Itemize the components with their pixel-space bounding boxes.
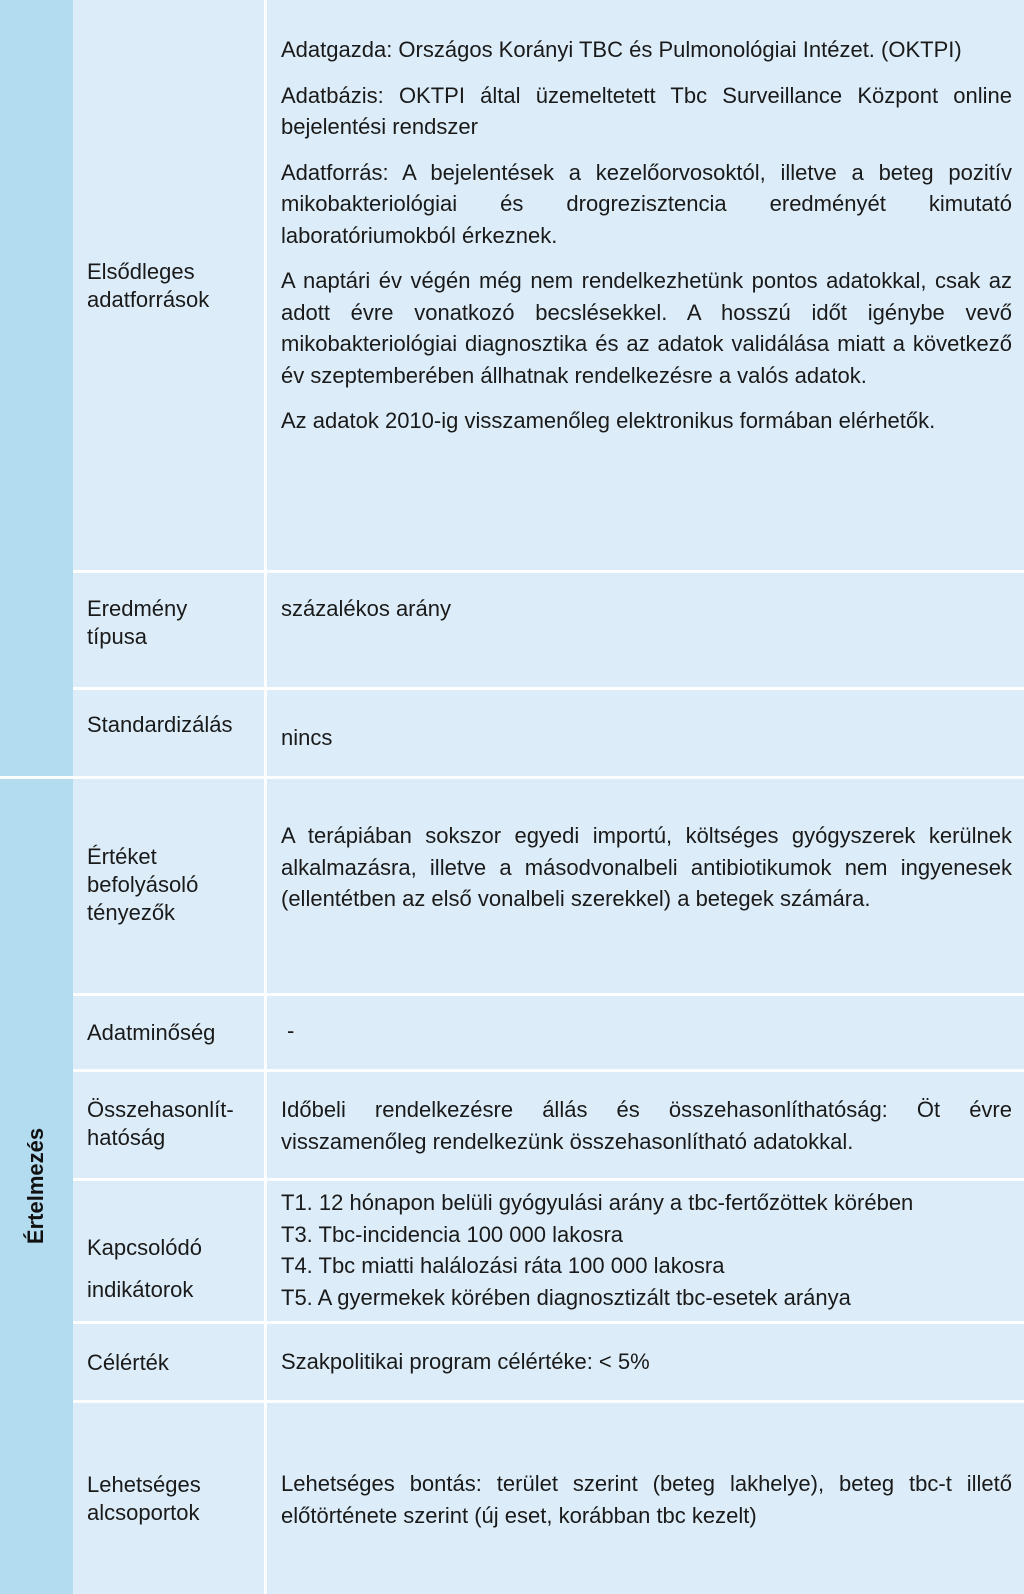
label-data-quality — [73, 996, 264, 1069]
label-result-type — [73, 573, 264, 687]
row-influencing-factors — [73, 779, 1024, 993]
content-primary-data-sources — [267, 0, 1024, 570]
indicator-item: T1. 12 hónapon belüli gyógyulási arány a tbc-fertőzöttek körében — [281, 1190, 914, 1215]
row-target-value — [73, 1324, 1024, 1400]
label-primary-data-sources — [73, 0, 264, 570]
content-standardization — [267, 690, 1024, 776]
comparability-text: Időbeli rendelkezésre állás és összehasonlíthatóság: Öt évre visszamenőleg rendelkezünk összehasonlítható adatokkal. — [281, 1097, 1012, 1154]
section-band-top — [0, 0, 73, 777]
label-line: Értéket — [87, 844, 157, 869]
row-related-indicators — [73, 1181, 1024, 1321]
paragraph-availability: Az adatok 2010-ig visszamenőleg elektronikus formában elérhetők. — [281, 408, 936, 433]
label-comparability — [73, 1072, 264, 1178]
result-type-value: százalékos arány — [281, 596, 451, 621]
content-comparability — [267, 1072, 1024, 1178]
label-text: Elsődleges adatforrások — [87, 259, 210, 312]
label-related-indicators — [73, 1181, 264, 1321]
row-primary-data-sources — [73, 0, 1024, 570]
label-text: Eredmény típusa — [87, 596, 188, 649]
data-quality-value: - — [287, 1018, 295, 1043]
row-possible-subgroups — [73, 1403, 1024, 1594]
label-line: indikátorok — [87, 1277, 194, 1302]
label-line: tényezők — [87, 900, 176, 925]
label-standardization — [73, 690, 264, 776]
content-data-quality — [267, 996, 1024, 1069]
row-result-type — [73, 573, 1024, 687]
label-possible-subgroups — [73, 1403, 264, 1594]
indicator-item: T5. A gyermekek körében diagnosztizált tbc-esetek aránya — [281, 1284, 851, 1310]
row-standardization — [73, 690, 1024, 776]
row-data-quality — [73, 996, 1024, 1069]
label-text: Adatminőség — [87, 1020, 216, 1045]
label-line: Kapcsolódó — [87, 1235, 202, 1260]
label-line: Lehetséges — [87, 1472, 201, 1497]
paragraph-data-owner: Adatgazda: Országos Korányi TBC és Pulmonológiai Intézet. (OKTPI) — [281, 37, 962, 62]
paragraph-data-source: Adatforrás: A bejelentések a kezelőorvosoktól, illetve a beteg pozitív mikobakteriológiai és drogrezisztencia eredményét kimutató laboratóriumokból érkeznek. — [281, 159, 1012, 248]
label-influencing-factors — [73, 779, 264, 993]
indicator-item: T4. Tbc miatti halálozási ráta 100 000 lakosra — [281, 1253, 725, 1278]
row-comparability — [73, 1072, 1024, 1178]
content-target-value — [267, 1324, 1024, 1400]
influencing-factors-text: A terápiában sokszor egyedi importú, költséges gyógyszerek kerülnek alkalmazásra, illetve a másodvonalbeli antibiotikumok nem ingyenesek (ellentétben az első vonalbeli szerekkel) a betegek számára. — [281, 823, 1012, 911]
content-result-type — [267, 573, 1024, 687]
label-line: hatóság — [87, 1125, 166, 1150]
label-line: alcsoportok — [87, 1500, 200, 1525]
label-text: Standardizálás — [87, 712, 233, 737]
content-influencing-factors — [267, 779, 1024, 993]
label-line: Összehasonlít- — [87, 1097, 234, 1122]
standardization-value: nincs — [281, 725, 333, 750]
target-value-text: Szakpolitikai program célértéke: < 5% — [281, 1349, 650, 1374]
content-possible-subgroups — [267, 1403, 1024, 1594]
content-related-indicators — [267, 1181, 1024, 1321]
label-text: Célérték — [87, 1350, 169, 1375]
label-line: befolyásoló — [87, 872, 199, 897]
paragraph-database: Adatbázis: OKTPI által üzemeltetett Tbc Surveillance Központ online bejelentési rendszer — [281, 82, 1012, 139]
label-target-value — [73, 1324, 264, 1400]
indicator-item: T3. Tbc-incidencia 100 000 lakosra — [281, 1221, 624, 1247]
possible-subgroups-text: Lehetséges bontás: terület szerint (beteg lakhelye), beteg tbc-t illető előtörténete szerint (új eset, korábban tbc kezelt) — [281, 1471, 1012, 1528]
section-label-ertelmezes: Értelmezés — [23, 1127, 48, 1245]
paragraph-estimates: A naptári év végén még nem rendelkezhetünk pontos adatokkal, csak az adott évre vonatkozó becslésekkel. A hosszú időt igénybe vevő mikobakteriológiai diagnosztika és az adatok validálása miatt a következő év szeptemberében állhatnak rendelkezésre a valós adatok. — [281, 268, 1012, 388]
